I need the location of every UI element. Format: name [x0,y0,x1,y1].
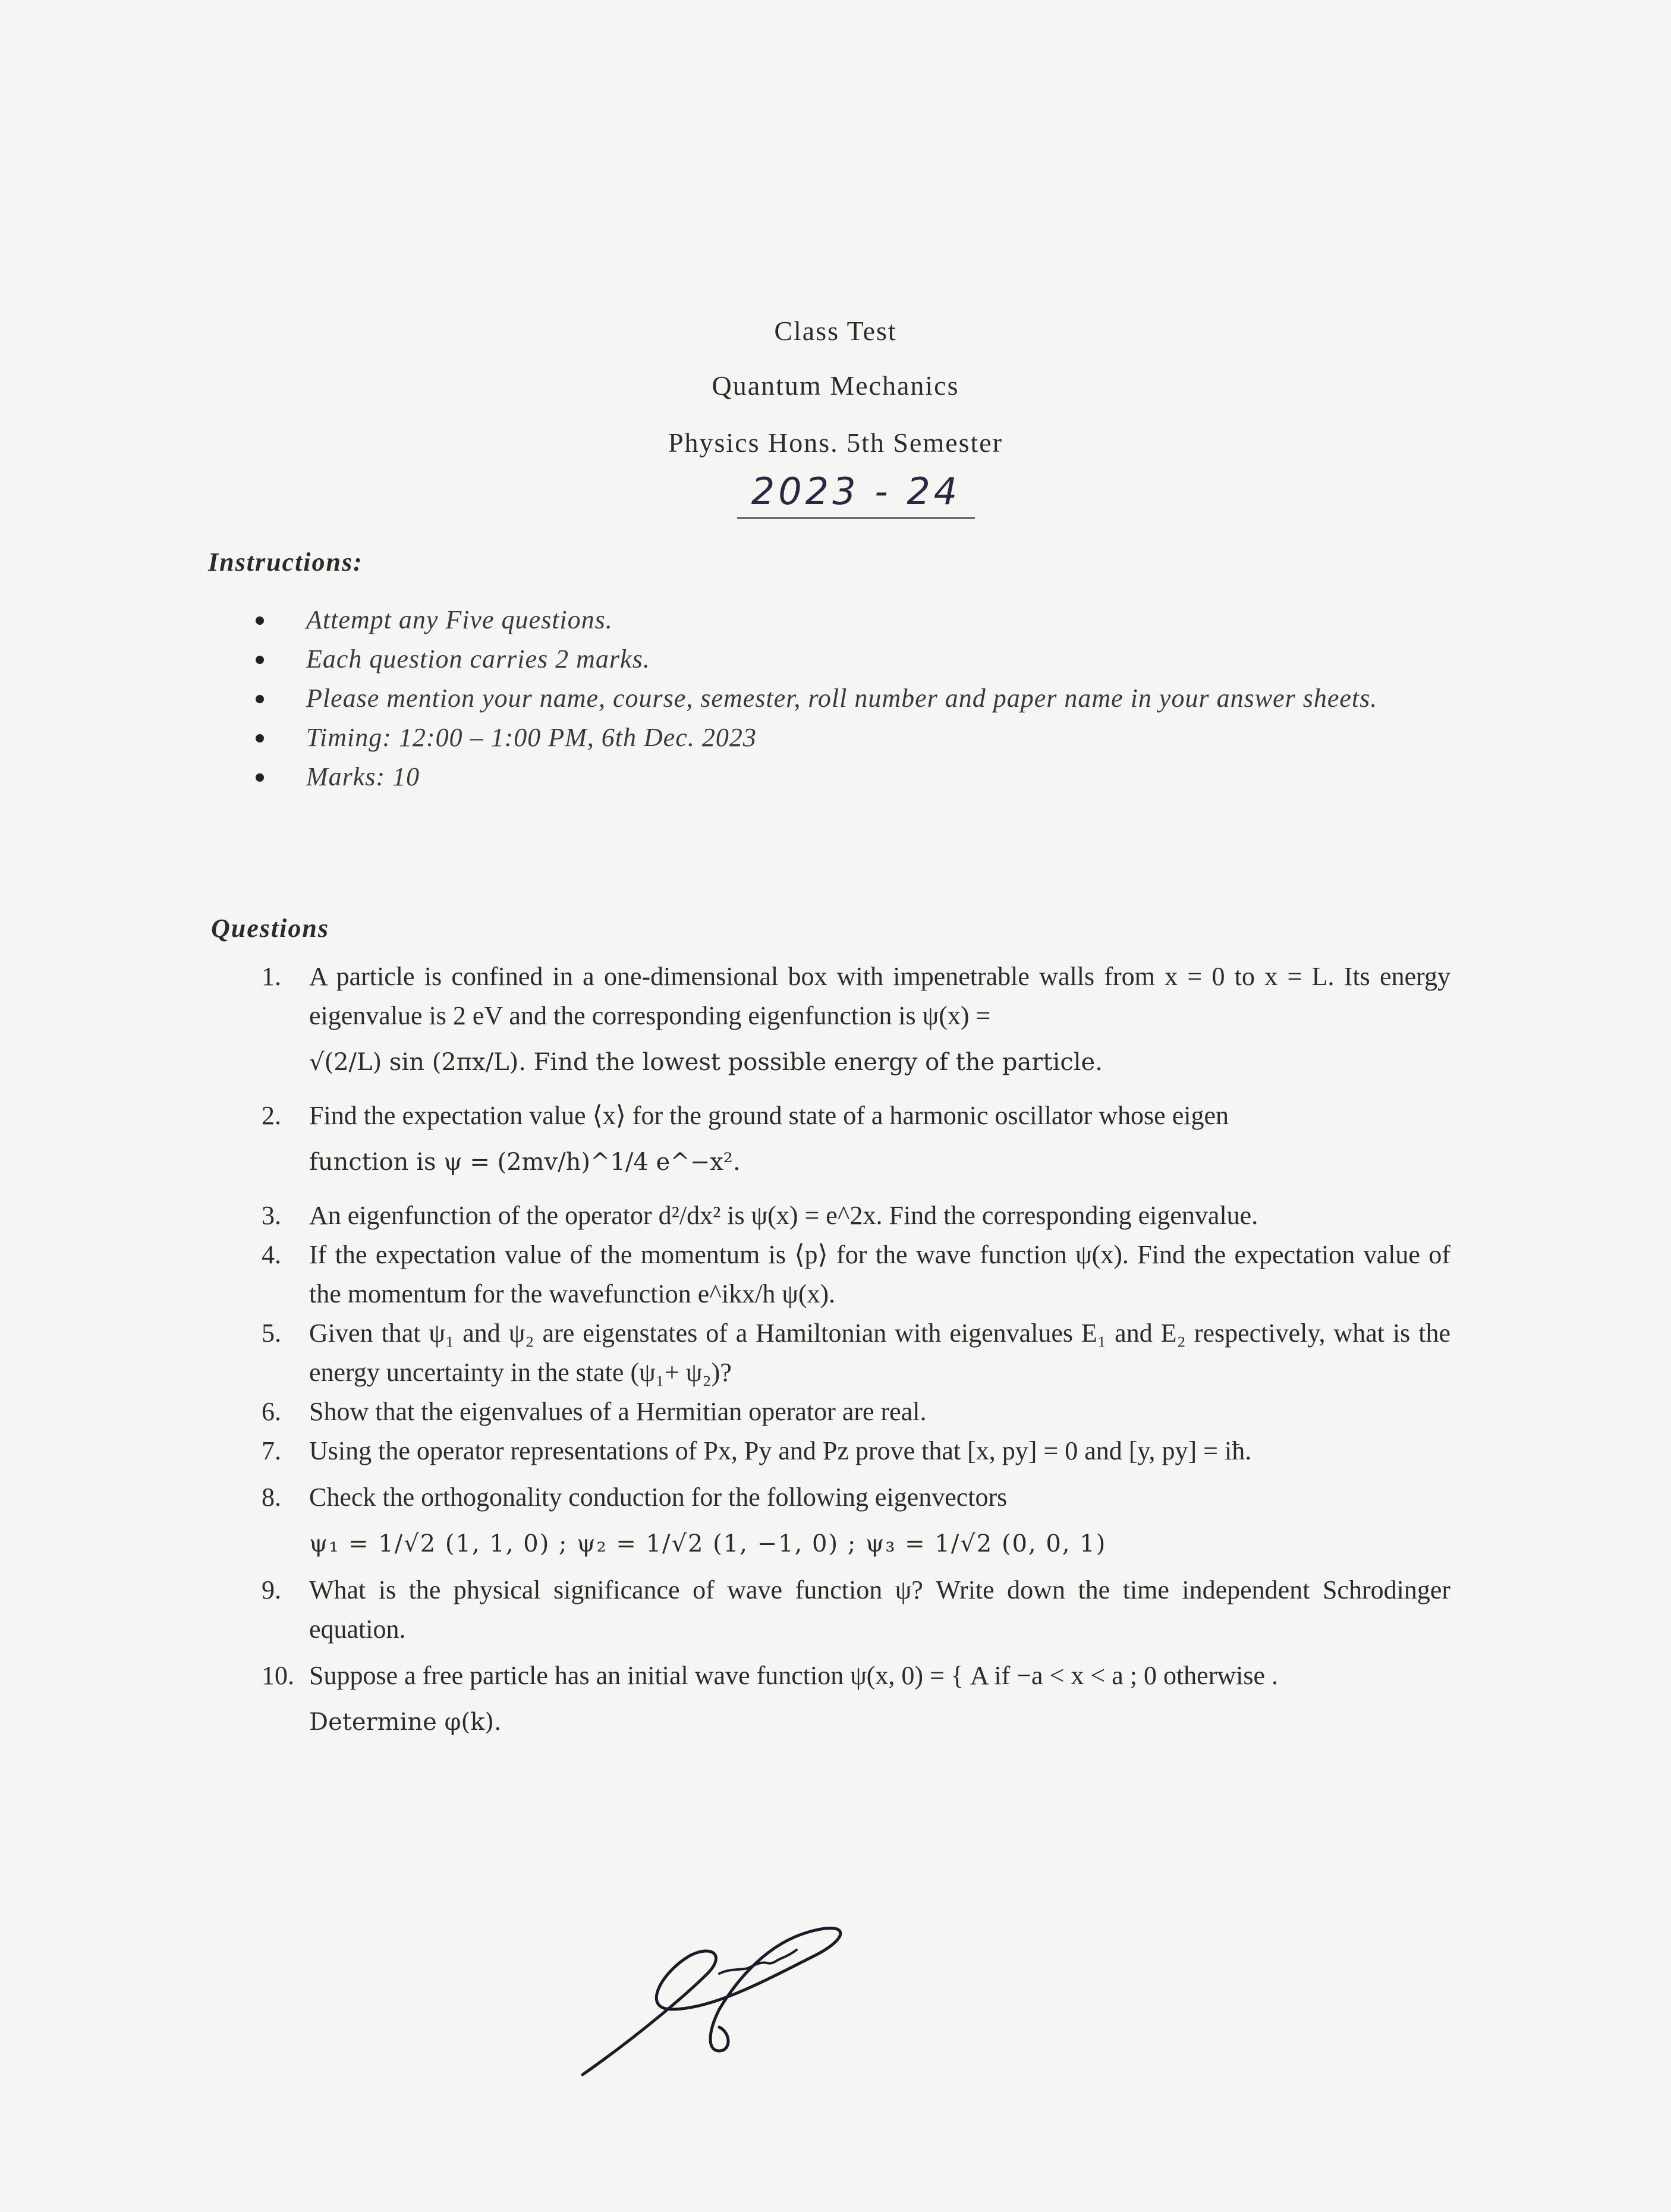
question-text: Check the orthogonality conduction for the following eigenvectors [309,1483,1008,1512]
question-text: Using the operator representations of Px, Py and Pz prove that [x, py] = 0 and [y, py] = iħ. [309,1436,1252,1465]
question-item [262,1235,1450,1314]
question-number: 4. [262,1240,281,1269]
question-item [262,1571,1450,1649]
question-text: If the expectation value of the momentum is ⟨p⟩ for the wave function ψ(x). Find the expectation value of the momentum for the wavefunction e^ikx/h ψ(x). [309,1240,1450,1308]
question-item [262,957,1450,1089]
questions-list [262,957,1450,1749]
question-number: 7. [262,1436,281,1465]
question-text: Find the expectation value ⟨x⟩ for the ground state of a harmonic oscillator whose eigen [309,1101,1229,1130]
instructions-list [256,600,1486,797]
question-text: What is the physical significance of wave function ψ? Write down the time independent Schrodinger equation. [309,1575,1450,1644]
question-item [262,1096,1450,1189]
instruction-item: Each question carries 2 marks. [256,640,1486,679]
question-item [262,1314,1450,1392]
test-title: Class Test [774,316,897,346]
question-text: Show that the eigenvalues of a Hermitian operator are real. [309,1397,927,1426]
question-item [262,1656,1450,1749]
question-text: A particle is confined in a one-dimensional box with impenetrable walls from x = 0 to x = L. Its energy eigenvalue is 2 eV and the corresponding eigenfunction is ψ(x) = [309,962,1450,1030]
signature-image [571,1908,868,2087]
instructions-title: Instructions: [208,548,363,577]
question-number: 6. [262,1397,281,1426]
instruction-item: Please mention your name, course, semester, roll number and paper name in your answer sheets. [256,679,1486,718]
questions-title: Questions [211,914,329,943]
question-extra: √(2/L) sin (2πx/L). Find the lowest possible energy of the particle. [309,1049,1103,1076]
question-extra: Determine φ(k). [309,1708,502,1736]
question-text: An eigenfunction of the operator d²/dx² is ψ(x) = e^2x. Find the corresponding eigenvalue. [309,1201,1258,1230]
question-number: 5. [262,1319,281,1348]
question-text: Given that ψ₁ and ψ₂ are eigenstates of a Hamiltonian with eigenvalues E₁ and E₂ respectively, what is the energy uncertainty in the state (ψ₁+ ψ₂)? [309,1319,1450,1387]
question-number: 1. [262,962,281,991]
instruction-item: Attempt any Five questions. [256,600,1486,640]
question-text: Suppose a free particle has an initial wave function ψ(x, 0) = { A if −a < x < a ; 0 otherwise . [309,1661,1279,1690]
question-number: 10. [262,1661,294,1690]
subject-title: Quantum Mechanics [712,370,959,401]
question-item [262,1196,1450,1235]
course-title: Physics Hons. 5th Semester [668,427,1003,458]
question-number: 9. [262,1575,281,1604]
question-item [262,1392,1450,1431]
question-item [262,1431,1450,1471]
question-item [262,1478,1450,1571]
year-underline [737,517,975,519]
question-extra: function is ψ = (2mv/h)^1/4 e^−x². [309,1149,741,1176]
eigenvector-set: ψ₁ = 1/√2 (1, 1, 0) ; ψ₂ = 1/√2 (1, −1, 0) ; ψ₃ = 1/√2 (0, 0, 1) [309,1530,1107,1557]
question-number: 2. [262,1101,281,1130]
question-number: 8. [262,1483,281,1512]
question-number: 3. [262,1201,281,1230]
instruction-item: Marks: 10 [256,757,1486,797]
instruction-item: Timing: 12:00 – 1:00 PM, 6th Dec. 2023 [256,718,1486,757]
session-year: 2023 - 24 [751,470,961,513]
